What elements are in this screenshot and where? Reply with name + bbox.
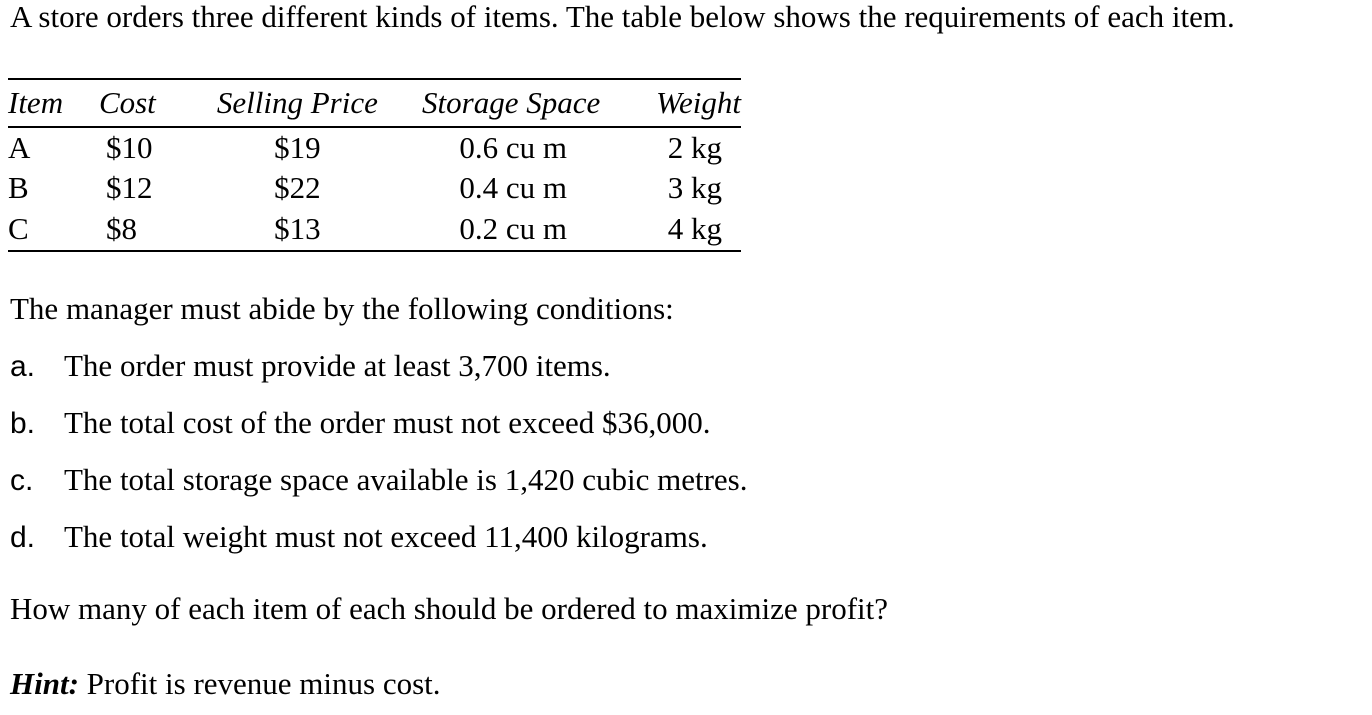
cell-storage-space: 0.4 cu m xyxy=(459,170,567,205)
condition-text: The total weight must not exceed 11,400 kilograms. xyxy=(64,519,708,554)
header-cost: Cost xyxy=(83,79,199,127)
cell-item: B xyxy=(8,170,29,205)
condition-a xyxy=(10,346,611,387)
hint xyxy=(10,664,441,704)
condition-letter: c. xyxy=(10,464,34,497)
cell-item: A xyxy=(8,130,31,165)
cell-selling-price: $22 xyxy=(274,170,321,205)
condition-letter: d. xyxy=(10,521,36,554)
hint-label: Hint: xyxy=(10,666,79,701)
header-storage-space: Storage Space xyxy=(396,79,627,127)
cell-cost: $10 xyxy=(105,130,153,165)
cell-weight: 3 kg xyxy=(667,170,722,205)
cell-cost: $8 xyxy=(83,208,199,251)
condition-d xyxy=(10,517,708,558)
header-selling-price: Selling Price xyxy=(199,79,396,127)
cell-selling-price: $13 xyxy=(199,208,396,251)
intro-text: A store orders three different kinds of items. The table below shows the requirements of each item. xyxy=(10,0,1235,34)
table-header-row xyxy=(8,79,741,127)
condition-text: The total storage space available is 1,420 cubic metres. xyxy=(64,462,748,497)
conditions-intro: The manager must abide by the following conditions: xyxy=(10,291,674,326)
condition-letter: b. xyxy=(10,407,36,440)
cell-storage-space: 0.2 cu m xyxy=(396,208,627,251)
table-row xyxy=(8,208,741,251)
cell-weight: 4 kg xyxy=(626,208,741,251)
condition-text: The order must provide at least 3,700 items. xyxy=(64,348,611,383)
condition-letter: a. xyxy=(10,350,36,383)
question-text: How many of each item of each should be ordered to maximize profit? xyxy=(10,591,889,626)
condition-b xyxy=(10,403,711,444)
table-row xyxy=(8,127,741,168)
cell-weight: 2 kg xyxy=(667,130,722,165)
table-row xyxy=(8,168,741,208)
cell-storage-space: 0.6 cu m xyxy=(459,130,567,165)
condition-c xyxy=(10,460,747,501)
cell-selling-price: $19 xyxy=(274,130,321,165)
header-item: Item xyxy=(8,79,83,127)
cell-item: C xyxy=(8,208,83,251)
cell-cost: $12 xyxy=(105,170,153,205)
header-weight: Weight xyxy=(626,79,741,127)
condition-text: The total cost of the order must not exceed $36,000. xyxy=(64,405,711,440)
items-table xyxy=(8,78,741,252)
hint-text: Profit is revenue minus cost. xyxy=(78,666,441,701)
